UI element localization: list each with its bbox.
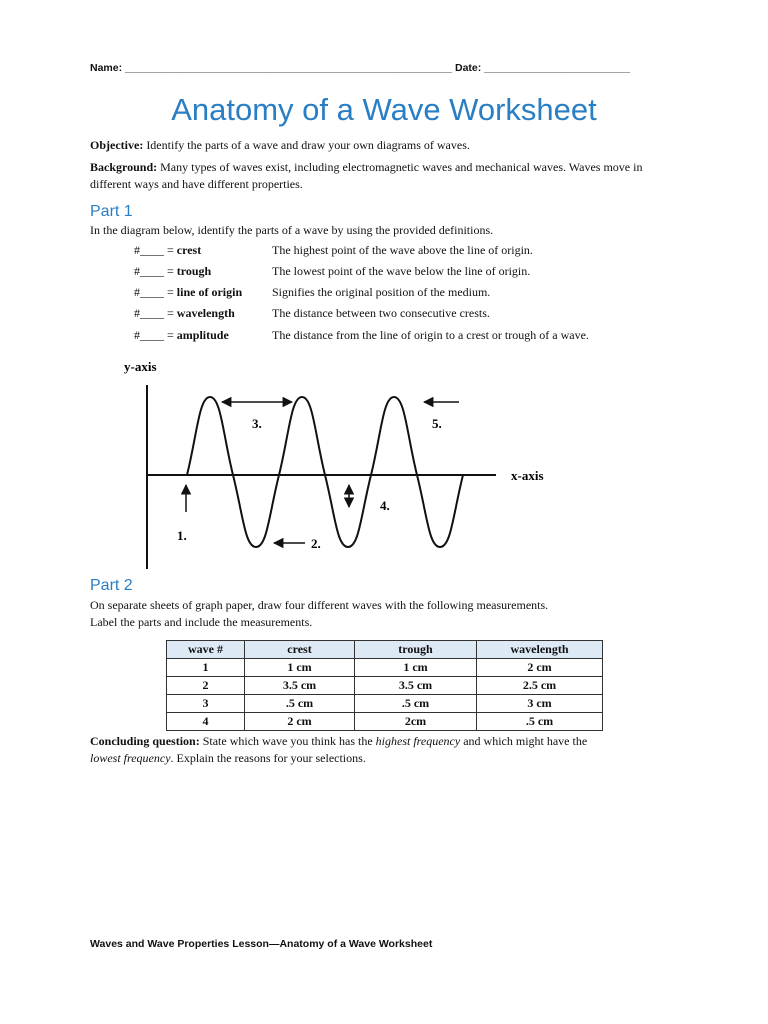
wave-curve bbox=[187, 397, 463, 547]
table-cell: 2 cm bbox=[477, 659, 603, 677]
page-title: Anatomy of a Wave Worksheet bbox=[171, 92, 597, 127]
name-date-line bbox=[90, 62, 630, 74]
definition-term-cell: #____ = crest bbox=[134, 243, 202, 257]
background-text: Many types of waves exist, including electromagnetic waves and mechanical waves. Waves move in different ways and have different properties. bbox=[90, 160, 643, 191]
date-label: Date: bbox=[454, 62, 482, 74]
definition-term-cell: #____ = amplitude bbox=[134, 328, 229, 342]
diagram-label-1: 1. bbox=[177, 528, 187, 543]
table-cell: 1 bbox=[167, 659, 245, 677]
diagram-label-5: 5. bbox=[432, 416, 442, 431]
page-footer: Waves and Wave Properties Lesson—Anatomy of a Wave Worksheet bbox=[90, 938, 433, 950]
diagram-label-4: 4. bbox=[380, 498, 390, 513]
y-axis-label: y-axis bbox=[124, 359, 157, 374]
table-row bbox=[167, 713, 603, 731]
table-cell: .5 cm bbox=[477, 713, 603, 731]
name-blank[interactable]: ________________________________________________________ bbox=[125, 62, 453, 74]
date-blank[interactable]: _________________________ bbox=[484, 62, 631, 74]
definition-text: Signifies the original position of the medium. bbox=[272, 285, 491, 299]
concluding-text: State which wave you think has the bbox=[199, 734, 376, 748]
table-header-cell: wave # bbox=[167, 641, 245, 659]
table-cell: 2 bbox=[167, 677, 245, 695]
definition-text: The distance from the line of origin to a crest or trough of a wave. bbox=[272, 328, 589, 342]
table-cell: 3 cm bbox=[477, 695, 603, 713]
table-cell: 1 cm bbox=[245, 659, 355, 677]
concluding-text: . Explain the reasons for your selections. bbox=[170, 751, 366, 765]
objective-text: Identify the parts of a wave and draw your own diagrams of waves. bbox=[146, 138, 470, 152]
definition-term-cell: #____ = trough bbox=[134, 264, 212, 278]
table-cell: 3.5 cm bbox=[355, 677, 477, 695]
definition-row bbox=[134, 261, 530, 282]
objective-label: Objective: bbox=[90, 138, 144, 152]
table-header-cell: wavelength bbox=[477, 641, 603, 659]
definition-text: The highest point of the wave above the line of origin. bbox=[272, 243, 533, 257]
table-cell: 2.5 cm bbox=[477, 677, 603, 695]
concluding-question bbox=[90, 733, 690, 767]
concluding-emphasis: highest frequency bbox=[375, 734, 461, 748]
definition-row bbox=[134, 325, 589, 346]
name-label: Name: bbox=[90, 62, 123, 74]
part2-instructions-1: On separate sheets of graph paper, draw four different waves with the following measurements. bbox=[90, 598, 549, 612]
definition-row bbox=[134, 303, 490, 324]
table-cell: 2cm bbox=[355, 713, 477, 731]
table-header-cell: trough bbox=[355, 641, 477, 659]
measurements-table bbox=[166, 640, 603, 731]
table-header-row bbox=[167, 641, 603, 659]
table-cell: 1 cm bbox=[355, 659, 477, 677]
table-cell: 3.5 cm bbox=[245, 677, 355, 695]
table-cell: 4 bbox=[167, 713, 245, 731]
table-row bbox=[167, 659, 603, 677]
objective-paragraph bbox=[90, 137, 690, 154]
table-header-cell: crest bbox=[245, 641, 355, 659]
part1-heading: Part 1 bbox=[90, 203, 133, 220]
table-cell: .5 cm bbox=[245, 695, 355, 713]
part2-heading: Part 2 bbox=[90, 577, 133, 594]
diagram-label-2: 2. bbox=[311, 536, 321, 551]
table-row bbox=[167, 677, 603, 695]
x-axis-label: x-axis bbox=[511, 468, 544, 483]
definition-text: The lowest point of the wave below the line of origin. bbox=[272, 264, 531, 278]
definition-term-cell: #____ = wavelength bbox=[134, 306, 235, 320]
concluding-label: Concluding question: bbox=[90, 734, 200, 748]
table-row bbox=[167, 695, 603, 713]
concluding-text: and which might have the bbox=[460, 734, 588, 748]
diagram-label-3: 3. bbox=[252, 416, 262, 431]
part2-instructions-2: Label the parts and include the measurements. bbox=[90, 615, 313, 629]
table-cell: 2 cm bbox=[245, 713, 355, 731]
definition-row bbox=[134, 282, 490, 303]
table-cell: .5 cm bbox=[355, 695, 477, 713]
part1-instructions: In the diagram below, identify the parts of a wave by using the provided definitions. bbox=[90, 223, 494, 237]
definition-text: The distance between two consecutive crests. bbox=[272, 306, 490, 320]
definition-term-cell: #____ = line of origin bbox=[134, 285, 243, 299]
background-paragraph bbox=[90, 159, 650, 193]
table-cell: 3 bbox=[167, 695, 245, 713]
concluding-emphasis: lowest frequency bbox=[90, 751, 171, 765]
wave-diagram bbox=[114, 357, 574, 575]
definition-row bbox=[134, 240, 533, 261]
background-label: Background: bbox=[90, 160, 158, 174]
